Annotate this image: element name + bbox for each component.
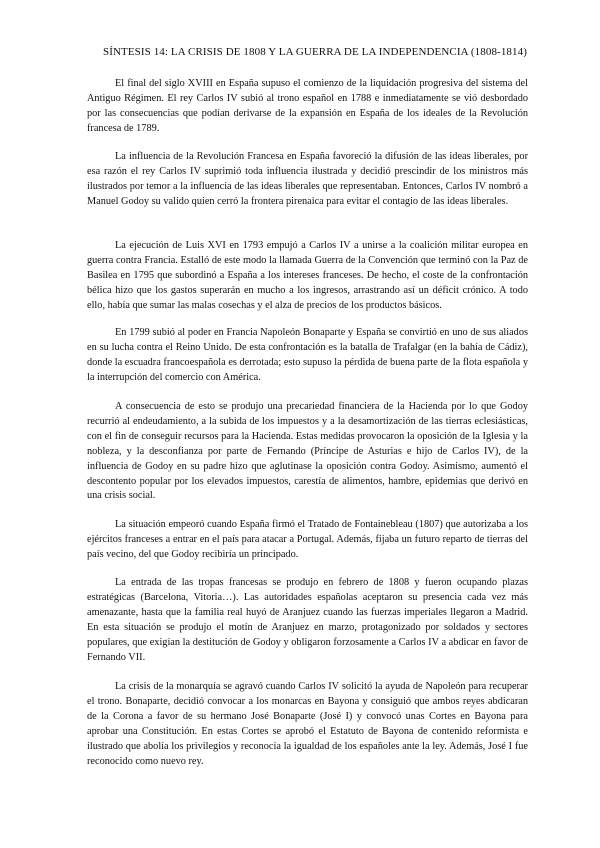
paragraph-2: La influencia de la Revolución Francesa en España favoreció la difusión de las ideas liberales, por esa razón el rey Carlos IV suprimió toda influencia ilustrada y decidió prescindir de los ministros más ilustrados por temor a la influencia de las ideas liberales que representaban. Entonces, Carlos IV nombró a Manuel Godoy su valido quien cerró la frontera pirenaica para evitar el contagio de las ideas liberales.	[87, 151, 528, 207]
paragraph-6: La situación empeoró cuando España firmó el Tratado de Fontainebleau (1807) que autorizaba a los ejércitos franceses a entrar en el país para atacar a Portugal. Además, fijaba un futuro reparto de tierras del país vecino, del que Godoy recibiría un principado.	[87, 519, 528, 560]
paragraph-5: A consecuencia de esto se produjo una precariedad financiera de la Hacienda por lo que Godoy recurrió al endeudamiento, a la subida de los impuestos y a la desamortización de las tierras eclesiásticas, con el fin de conseguir recursos para la Hacienda. Estas medidas provocaron la oposición de la Iglesia y la nobleza, y la desconfianza por parte de Fernando (Príncipe de Asturias e hijo de Carlos IV), de la influencia de Godoy en su padre hizo que aglutinase la oposición contra Godoy. Asimismo, aumentó el descontento popular por los elevados impuestos, carestía de alimentos, hambre, epidemias que derivó en una crisis social.	[87, 401, 528, 502]
document-title: SÍNTESIS 14: LA CRISIS DE 1808 Y LA GUERRA DE LA INDEPENDENCIA (1808-1814)	[103, 46, 527, 58]
paragraph-3: La ejecución de Luis XVI en 1793 empujó a Carlos IV a unirse a la coalición militar europea en guerra contra Francia. Estalló de este modo la llamada Guerra de la Convención que terminó con la Paz de Basilea en 1795 que subordinó a España a los intereses franceses. De hecho, el coste de la confrontación bélica hizo que los gastos superarán en mucho a los ingresos, arrastrando así un déficit crónico. A todo ello, había que sumar las malas cosechas y el alza de precios de los productos básicos.	[87, 240, 528, 311]
paragraph-8: La crisis de la monarquía se agravó cuando Carlos IV solicitó la ayuda de Napoleón para recuperar el trono. Bonaparte, decidió convocar a los monarcas en Bayona y consiguió que ambos reyes abdicaran de la Corona a favor de su hermano José Bonaparte (José I) y convocó unas Cortes en Bayona para aprobar una Constitución. En estas Cortes se aprobó el Estatuto de Bayona de contenido reformista e ilustrado que abolía los privilegios y reconocía la igualdad de los españoles ante la ley. Además, José I fue reconocido como nuevo rey.	[87, 681, 528, 767]
paragraph-4: En 1799 subió al poder en Francia Napoleón Bonaparte y España se convirtió en uno de sus aliados en su lucha contra el Reino Unido. De esta confrontación es la batalla de Trafalgar (en la bahía de Cádiz), donde la escuadra francoespañola es derrotada; esto supuso la pérdida de buena parte de la flota española y la interrupción del comercio con América.	[87, 327, 528, 383]
paragraph-7: La entrada de las tropas francesas se produjo en febrero de 1808 y fueron ocupando plazas estratégicas (Barcelona, Vitoria…). Las autoridades españolas aceptaron su presencia cada vez más amenazante, hasta que la familia real huyó de Aranjuez cuando las fuerzas imperiales llegaron a Madrid. En esta situación se produjo el motín de Aranjuez en marzo, protagonizado por soldados y sectores populares, que exigían la destitución de Godoy y obligaron forzosamente a Carlos IV a abdicar en favor de Fernando VII.	[87, 577, 528, 663]
paragraph-1: El final del siglo XVIII en España supuso el comienzo de la liquidación progresiva del sistema del Antiguo Régimen. El rey Carlos IV subió al trono español en 1788 e inmediatamente se vió desbordado por las consecuencias que podían derivarse de la expansión en España de los ideales de la Revolución francesa de 1789.	[87, 78, 528, 134]
